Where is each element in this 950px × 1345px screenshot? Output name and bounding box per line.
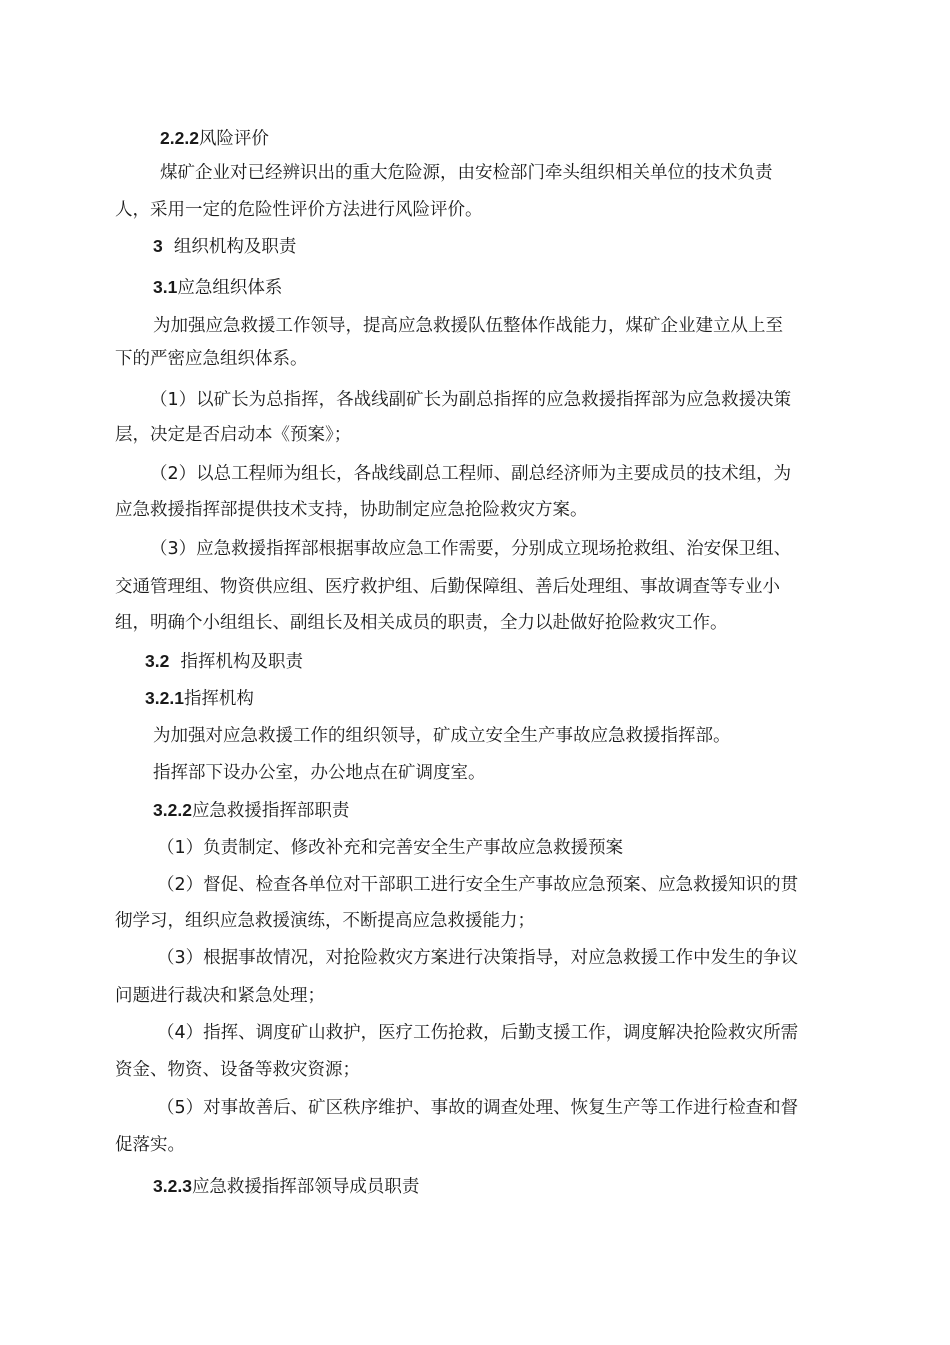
heading-3-2-2 [153,798,349,823]
list-item-line: 问题进行裁决和紧急处理； [115,986,325,1006]
paragraph-line: 下的严密应急组织体系。 [115,349,308,369]
section-title: 应急组织体系 [177,278,283,298]
list-item-line: 资金、物资、设备等救灾资源； [115,1060,360,1080]
list-item-line: （3）根据事故情况，对抢险救灾方案进行决策指导，对应急救援工作中发生的争议 [157,948,799,968]
section-number: 3.1 [153,277,178,297]
section-title: 组织机构及职责 [173,237,297,257]
section-title: 应急救援指挥部领导成员职责 [191,1177,420,1197]
section-title: 风险评价 [198,129,269,149]
list-item-line: 层，决定是否启动本《预案》； [115,425,352,445]
section-title: 指挥机构 [183,689,254,709]
paragraph-line: 人，采用一定的危险性评价方法进行风险评价。 [115,200,483,220]
section-number: 3.2.1 [145,688,184,708]
heading-3 [153,234,296,259]
heading-3-1 [153,275,282,300]
heading-2-2-2 [160,126,269,151]
section-title: 指挥机构及职责 [180,652,303,672]
paragraph-line: 煤矿企业对已经辨识出的重大危险源，由安检部门牵头组织相关单位的技术负责 [160,163,773,183]
section-number: 3.2 [145,651,170,671]
section-title: 应急救援指挥部职责 [191,801,350,821]
list-item-line: （3）应急救援指挥部根据事故应急工作需要，分别成立现场抢救组、治安保卫组、 [150,539,792,559]
list-item-line: （1）以矿长为总指挥，各战线副矿长为副总指挥的应急救援指挥部为应急救援决策 [150,390,792,410]
section-number: 3 [153,236,163,256]
list-item-line: （4）指挥、调度矿山救护，医疗工伤抢救，后勤支援工作，调度解决抢险救灾所需 [157,1023,799,1043]
list-item-line: 促落实。 [115,1135,185,1155]
list-item-line: 彻学习，组织应急救援演练，不断提高应急救援能力； [115,911,535,931]
list-item-line: （2）督促、检查各单位对干部职工进行安全生产事故应急预案、应急救援知识的贯 [157,875,799,895]
list-item-line: 交通管理组、物资供应组、医疗救护组、后勤保障组、善后处理组、事故调查等专业小 [115,577,780,597]
section-number: 2.2.2 [160,128,199,148]
list-item-line: （5）对事故善后、矿区秩序维护、事故的调查处理、恢复生产等工作进行检查和督 [157,1098,799,1118]
section-number: 3.2.3 [153,1176,192,1196]
list-item-line: （1）负责制定、修改补充和完善安全生产事故应急救援预案 [157,838,624,858]
section-number: 3.2.2 [153,800,192,820]
list-item-line: 应急救援指挥部提供技术支持，协助制定应急抢险救灾方案。 [115,500,588,520]
heading-3-2-3 [153,1174,419,1199]
list-item-line: 组，明确个小组组长、副组长及相关成员的职责，全力以赴做好抢险救灾工作。 [115,613,728,633]
list-item-line: （2）以总工程师为组长，各战线副总工程师、副总经济师为主要成员的技术组，为 [150,464,792,484]
heading-3-2 [145,649,303,674]
paragraph-line: 指挥部下设办公室，办公地点在矿调度室。 [153,763,486,783]
heading-3-2-1 [145,686,254,711]
paragraph-line: 为加强对应急救援工作的组织领导，矿成立安全生产事故应急救援指挥部。 [153,726,731,746]
paragraph-line: 为加强应急救援工作领导，提高应急救援队伍整体作战能力，煤矿企业建立从上至 [153,316,783,336]
